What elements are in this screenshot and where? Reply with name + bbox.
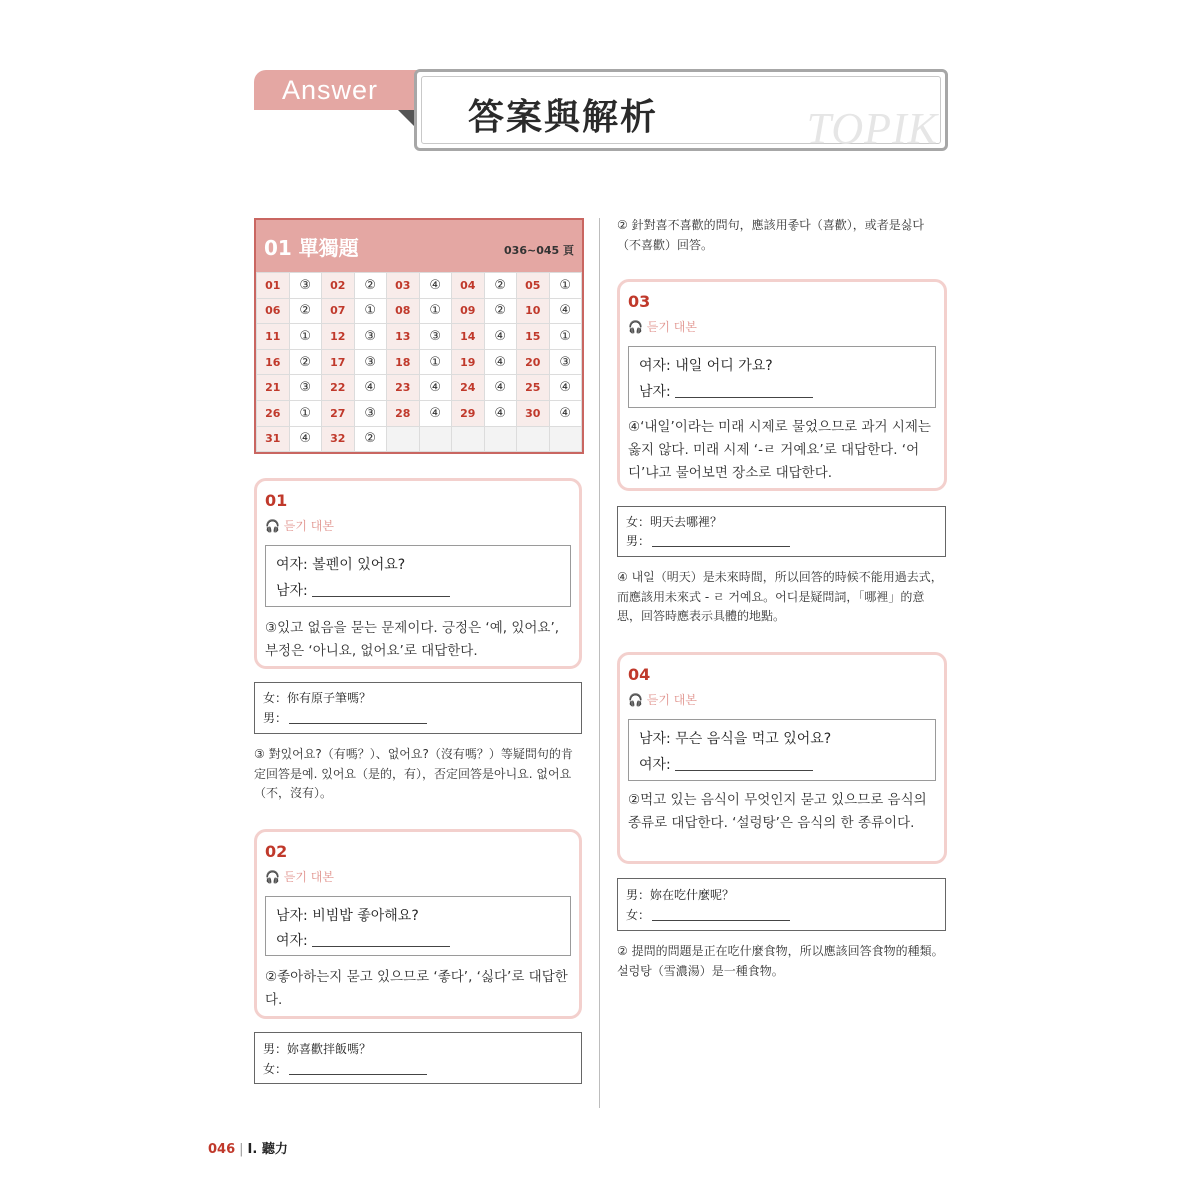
headphones-icon: 🎧 <box>628 693 643 707</box>
translation-line-1: 男：妳在吃什麼呢？ <box>626 888 735 902</box>
page-number: 046 <box>208 1142 236 1157</box>
question-number-cell: 19 <box>452 349 485 375</box>
answer-row <box>257 426 582 452</box>
answer-row <box>257 298 582 324</box>
answer-cell: ③ <box>354 349 387 375</box>
answer-blank <box>312 945 450 947</box>
translation-box-04 <box>617 878 946 931</box>
answer-cell: ② <box>354 273 387 299</box>
translation-line-2: 男： <box>626 532 790 549</box>
empty-cell <box>484 426 517 452</box>
answer-cell: ④ <box>419 400 452 426</box>
question-number-cell: 27 <box>322 400 355 426</box>
answer-cell: ③ <box>289 273 322 299</box>
script-label: 🎧 듣기 대본 <box>265 870 334 884</box>
answer-tab-label: Answer <box>282 75 379 105</box>
question-number-cell: 15 <box>517 324 550 350</box>
answer-row <box>257 324 582 350</box>
dialog-line-2: 남자: <box>276 580 450 600</box>
question-number: 04 <box>628 665 651 684</box>
answer-cell: ④ <box>549 375 582 401</box>
question-number-cell: 05 <box>517 273 550 299</box>
explanation-text: ③있고 없음을 묻는 문제이다. 긍정은 ‘예, 있어요’, 부정은 ‘아니요, 없어요’로 대답한다. <box>265 620 560 659</box>
script-label: 🎧 듣기 대본 <box>628 320 697 334</box>
answer-cell: ④ <box>419 273 452 299</box>
question-number-cell: 28 <box>387 400 420 426</box>
explanation-text: ④‘내일’이라는 미래 시제로 물었으므로 과거 시제는 옳지 않다. 미래 시제 ‘-ㄹ 거예요’로 대답한다. ‘어디’냐고 물어보면 장소로 대답한다. <box>628 419 931 481</box>
footer-separator: | <box>239 1142 244 1157</box>
question-number: 03 <box>628 292 651 311</box>
answer-blank <box>675 769 813 771</box>
question-number-cell: 13 <box>387 324 420 350</box>
question-number-cell: 23 <box>387 375 420 401</box>
translation-box-03 <box>617 506 946 557</box>
answer-blank <box>289 1073 427 1075</box>
answer-cell: ③ <box>289 375 322 401</box>
answer-cell: ④ <box>549 400 582 426</box>
answer-grid <box>256 272 582 452</box>
answer-cell: ④ <box>549 298 582 324</box>
answer-cell: ③ <box>354 324 387 350</box>
topik-watermark: TOPIK <box>806 104 938 153</box>
dialog-box <box>265 545 571 607</box>
question-number-cell: 03 <box>387 273 420 299</box>
empty-cell <box>549 426 582 452</box>
translation-note-04: ② 提問的問題是正在吃什麼食物，所以應該回答食物的種類。설렁탕（雪濃湯）是一種食物。 <box>617 944 944 978</box>
answer-row <box>257 375 582 401</box>
dialog-line-1: 남자: 비빔밥 좋아해요? <box>276 908 419 924</box>
answer-cell: ④ <box>484 349 517 375</box>
question-number-cell: 09 <box>452 298 485 324</box>
answer-blank <box>289 722 427 724</box>
answer-row <box>257 400 582 426</box>
answer-blank <box>675 396 813 398</box>
translation-note-03: ④ 내일（明天）是未來時間，所以回答的時候不能用過去式，而應該用未來式 - ㄹ 거예요。어디是疑問詞，「哪裡」的意思，回答時應表示具體的地點。 <box>617 570 943 623</box>
translation-line-1: 女：明天去哪裡？ <box>626 515 723 529</box>
translation-line-2: 男： <box>263 709 427 726</box>
question-number-cell: 12 <box>322 324 355 350</box>
answer-cell: ① <box>289 324 322 350</box>
answer-cell: ② <box>354 426 387 452</box>
answer-cell: ④ <box>289 426 322 452</box>
question-number-cell: 32 <box>322 426 355 452</box>
page-footer <box>208 1138 288 1157</box>
dialog-line-2: 남자: <box>639 381 813 401</box>
question-number-cell: 14 <box>452 324 485 350</box>
answer-cell: ④ <box>484 375 517 401</box>
question-number-cell: 29 <box>452 400 485 426</box>
question-number-cell: 30 <box>517 400 550 426</box>
answer-cell: ④ <box>354 375 387 401</box>
answer-table <box>254 218 584 454</box>
answer-cell: ② <box>484 273 517 299</box>
chapter-label: I. 聽力 <box>247 1142 288 1157</box>
answer-cell: ② <box>289 349 322 375</box>
answer-row <box>257 273 582 299</box>
question-number-cell: 22 <box>322 375 355 401</box>
question-number-cell: 21 <box>257 375 290 401</box>
question-number-cell: 18 <box>387 349 420 375</box>
question-number-cell: 20 <box>517 349 550 375</box>
explanation-text: ②먹고 있는 음식이 무엇인지 묻고 있으므로 음식의 종류로 대답한다. ‘설렁탕’은 음식의 한 종류이다. <box>628 792 927 831</box>
dialog-box <box>628 719 936 781</box>
empty-cell <box>387 426 420 452</box>
question-number-cell: 01 <box>257 273 290 299</box>
title-box <box>414 69 948 151</box>
empty-cell <box>419 426 452 452</box>
answer-cell: ② <box>289 298 322 324</box>
headphones-icon: 🎧 <box>265 870 280 884</box>
answer-cell: ③ <box>549 349 582 375</box>
headphones-icon: 🎧 <box>628 320 643 334</box>
question-box-04 <box>617 652 947 864</box>
dialog-box <box>265 896 571 956</box>
question-number: 01 <box>265 491 288 510</box>
translation-note-01: ③ 對있어요?（有嗎？）、없어요?（沒有嗎？）等疑問句的肯定回答是예. 있어요（是的，有），否定回答是아니요. 없어요（不，沒有）。 <box>254 747 573 800</box>
answer-table-header <box>256 220 582 272</box>
answer-cell: ① <box>419 349 452 375</box>
translation-box-02 <box>254 1032 582 1084</box>
question-box-03 <box>617 279 947 491</box>
headphones-icon: 🎧 <box>265 519 280 533</box>
explanation-text: ②좋아하는지 묻고 있으므로 ‘좋다’, ‘싫다’로 대답한다. <box>265 969 568 1008</box>
answer-cell: ① <box>289 400 322 426</box>
question-number-cell: 02 <box>322 273 355 299</box>
answer-row <box>257 349 582 375</box>
empty-cell <box>517 426 550 452</box>
answer-cell: ④ <box>484 400 517 426</box>
answer-blank <box>652 919 790 921</box>
dialog-line-1: 남자: 무슨 음식을 먹고 있어요? <box>639 731 832 747</box>
question-number-cell: 08 <box>387 298 420 324</box>
translation-line-2: 女： <box>626 906 790 923</box>
question-number-cell: 26 <box>257 400 290 426</box>
answer-cell: ③ <box>419 324 452 350</box>
question-number-cell: 11 <box>257 324 290 350</box>
answer-tab <box>254 70 439 110</box>
dialog-box <box>628 346 936 408</box>
answer-blank <box>312 595 450 597</box>
dialog-line-2: 여자: <box>639 754 813 774</box>
column-divider <box>599 218 600 1108</box>
answer-cell: ① <box>419 298 452 324</box>
script-label: 🎧 듣기 대본 <box>628 693 697 707</box>
answer-cell: ① <box>549 273 582 299</box>
translation-line-1: 女：你有原子筆嗎？ <box>263 691 372 705</box>
question-number-cell: 25 <box>517 375 550 401</box>
question-box-02 <box>254 829 582 1019</box>
question-number-cell: 16 <box>257 349 290 375</box>
empty-cell <box>452 426 485 452</box>
question-number-cell: 07 <box>322 298 355 324</box>
question-number-cell: 06 <box>257 298 290 324</box>
translation-line-2: 女： <box>263 1060 427 1077</box>
question-number-cell: 04 <box>452 273 485 299</box>
script-label: 🎧 듣기 대본 <box>265 519 334 533</box>
question-box-01 <box>254 478 582 669</box>
answer-blank <box>652 545 790 547</box>
dialog-line-1: 여자: 볼펜이 있어요? <box>276 557 406 573</box>
answer-cell: ① <box>354 298 387 324</box>
translation-line-1: 男：妳喜歡拌飯嗎？ <box>263 1042 372 1056</box>
answer-cell: ② <box>484 298 517 324</box>
dialog-line-2: 여자: <box>276 930 450 950</box>
title-box-inner <box>421 76 941 153</box>
question-number-cell: 24 <box>452 375 485 401</box>
question-number-cell: 17 <box>322 349 355 375</box>
translation-box-01 <box>254 682 582 734</box>
question-number-cell: 31 <box>257 426 290 452</box>
answer-cell: ① <box>549 324 582 350</box>
page-title: 答案與解析 <box>468 97 659 138</box>
question-number-cell: 10 <box>517 298 550 324</box>
answer-cell: ③ <box>354 400 387 426</box>
question-number: 02 <box>265 842 288 861</box>
dialog-line-1: 여자: 내일 어디 가요? <box>639 358 773 374</box>
answer-cell: ④ <box>484 324 517 350</box>
answer-cell: ④ <box>419 375 452 401</box>
section-title: 01 單獨題 <box>264 236 359 260</box>
section-page-range: 036∼045 頁 <box>504 244 574 257</box>
translation-note-02: ② 針對喜不喜歡的問句，應該用좋다（喜歡），或者是싫다（不喜歡）回答。 <box>617 218 924 252</box>
